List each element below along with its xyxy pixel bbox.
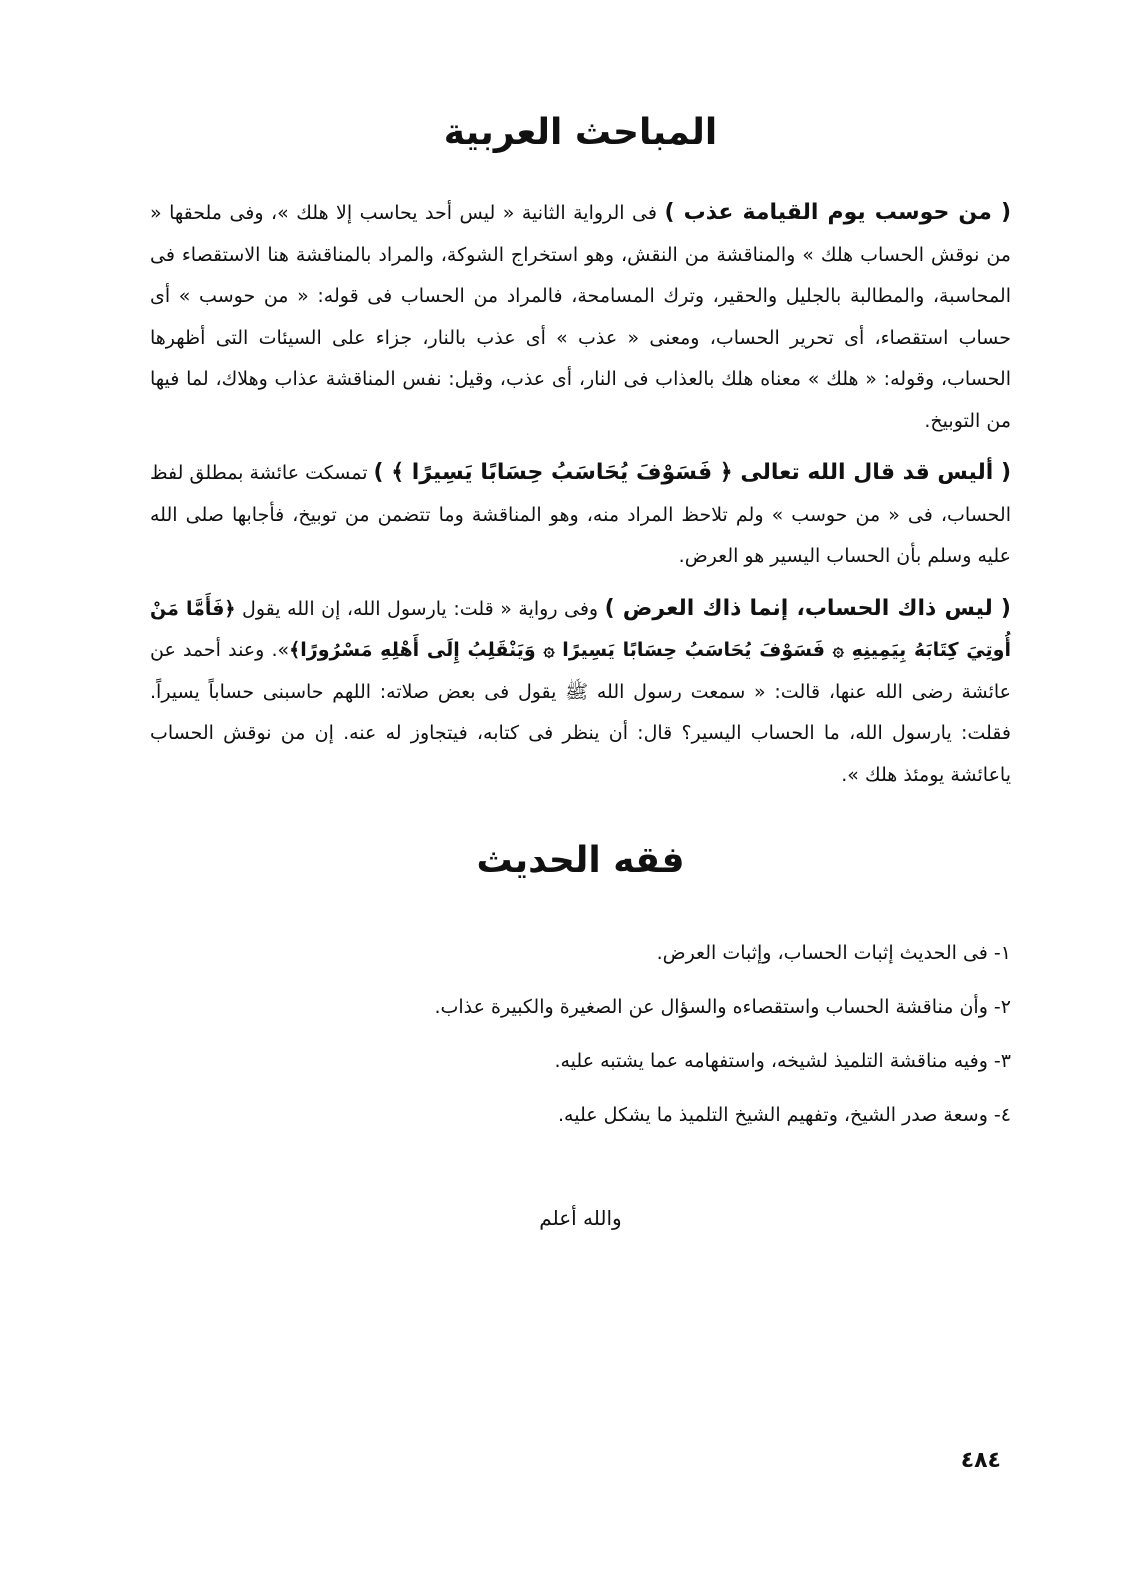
- paragraph-3-text-after: ». وعند أحمد عن عائشة رضى الله عنها، قالت: « سمعت رسول الله ﷺ يقول فى بعض صلاته: اللهم حاسبنى حساباً يسيراً. فقلت: يارسول الله، ما الحساب اليسير؟ قال: أن ينظر فى كتابه، فيتجاوز له عنه. إن من نوقش الحساب ياعائشة يومئذ هلك ».: [150, 639, 1011, 786]
- paragraph-3-text-before: وفى رواية « قلت: يارسول الله، إن الله يقول: [235, 597, 605, 620]
- paragraph-2: [150, 452, 1011, 578]
- section-title-arabic-studies: المباحث العربية: [443, 112, 718, 153]
- list-item: ٢- وأن مناقشة الحساب واستقصاءه والسؤال عن الصغيرة والكبيرة عذاب.: [434, 996, 1011, 1018]
- list-item: ١- فى الحديث إثبات الحساب، وإثبات العرض.: [656, 942, 1011, 964]
- list-item: ٣- وفيه مناقشة التلميذ لشيخه، واستفهامه عما يشتبه عليه.: [554, 1050, 1011, 1072]
- paragraph-2-lead: ( أليس قد قال الله تعالى ﴿ فَسَوْفَ يُحَاسَبُ حِسَابًا يَسِيرًا ﴾ ): [373, 460, 1012, 485]
- paragraph-1-text: فى الرواية الثانية « ليس أحد يحاسب إلا هلك »، وفى ملحقها « من نوقش الحساب هلك » والمناقشة من النقش، وهو استخراج الشوكة، والمراد بالمناقشة هنا الاستقصاء فى المحاسبة، والمطالبة بالجليل والحقير، وترك المسامحة، فالمراد من الحساب فى قوله: « من حوسب » أى حساب استقصاء، أى تحرير الحساب، ومعنى « عذب » أى عذب بالنار، جزاء على السيئات التى أظهرها الحساب، وقوله: « هلك » معناه هلك بالعذاب فى النار، أى عذب، وقيل: نفس المناقشة عذاب وهلاك، لما فيها من التوبيخ.: [150, 202, 1011, 432]
- list-item: ٤- وسعة صدر الشيخ، وتفهيم الشيخ التلميذ ما يشكل عليه.: [558, 1104, 1011, 1126]
- section-title-fiqh: فقه الحديث: [476, 840, 685, 881]
- fiqh-list: [150, 926, 1011, 1142]
- paragraph-3: [150, 588, 1011, 797]
- page-number: ٤٨٤: [960, 1448, 1001, 1473]
- paragraph-1-lead: ( من حوسب يوم القيامة عذب ): [664, 200, 1011, 225]
- paragraph-1: [150, 192, 1011, 442]
- paragraph-2-text: تمسكت عائشة بمطلق لفظ الحساب، فى « من حوسب » ولم تلاحظ المراد منه، وهو المناقشة وما تتضمن من توبيخ، فأجابها صلى الله عليه وسلم بأن الحساب اليسير هو العرض.: [150, 462, 1011, 567]
- paragraph-3-quran-verse: ﴿فَأَمَّا مَنْ أُوتِيَ كِتَابَهُ بِيَمِينِهِ ۞ فَسَوْفَ يُحَاسَبُ حِسَابًا يَسِيرًا ۞ وَيَنْقَلِبُ إِلَى أَهْلِهِ مَسْرُورًا﴾: [150, 597, 1011, 661]
- paragraph-3-lead: ( ليس ذاك الحساب، إنما ذاك العرض ): [604, 595, 1011, 621]
- closing-phrase: والله أعلم: [539, 1206, 622, 1230]
